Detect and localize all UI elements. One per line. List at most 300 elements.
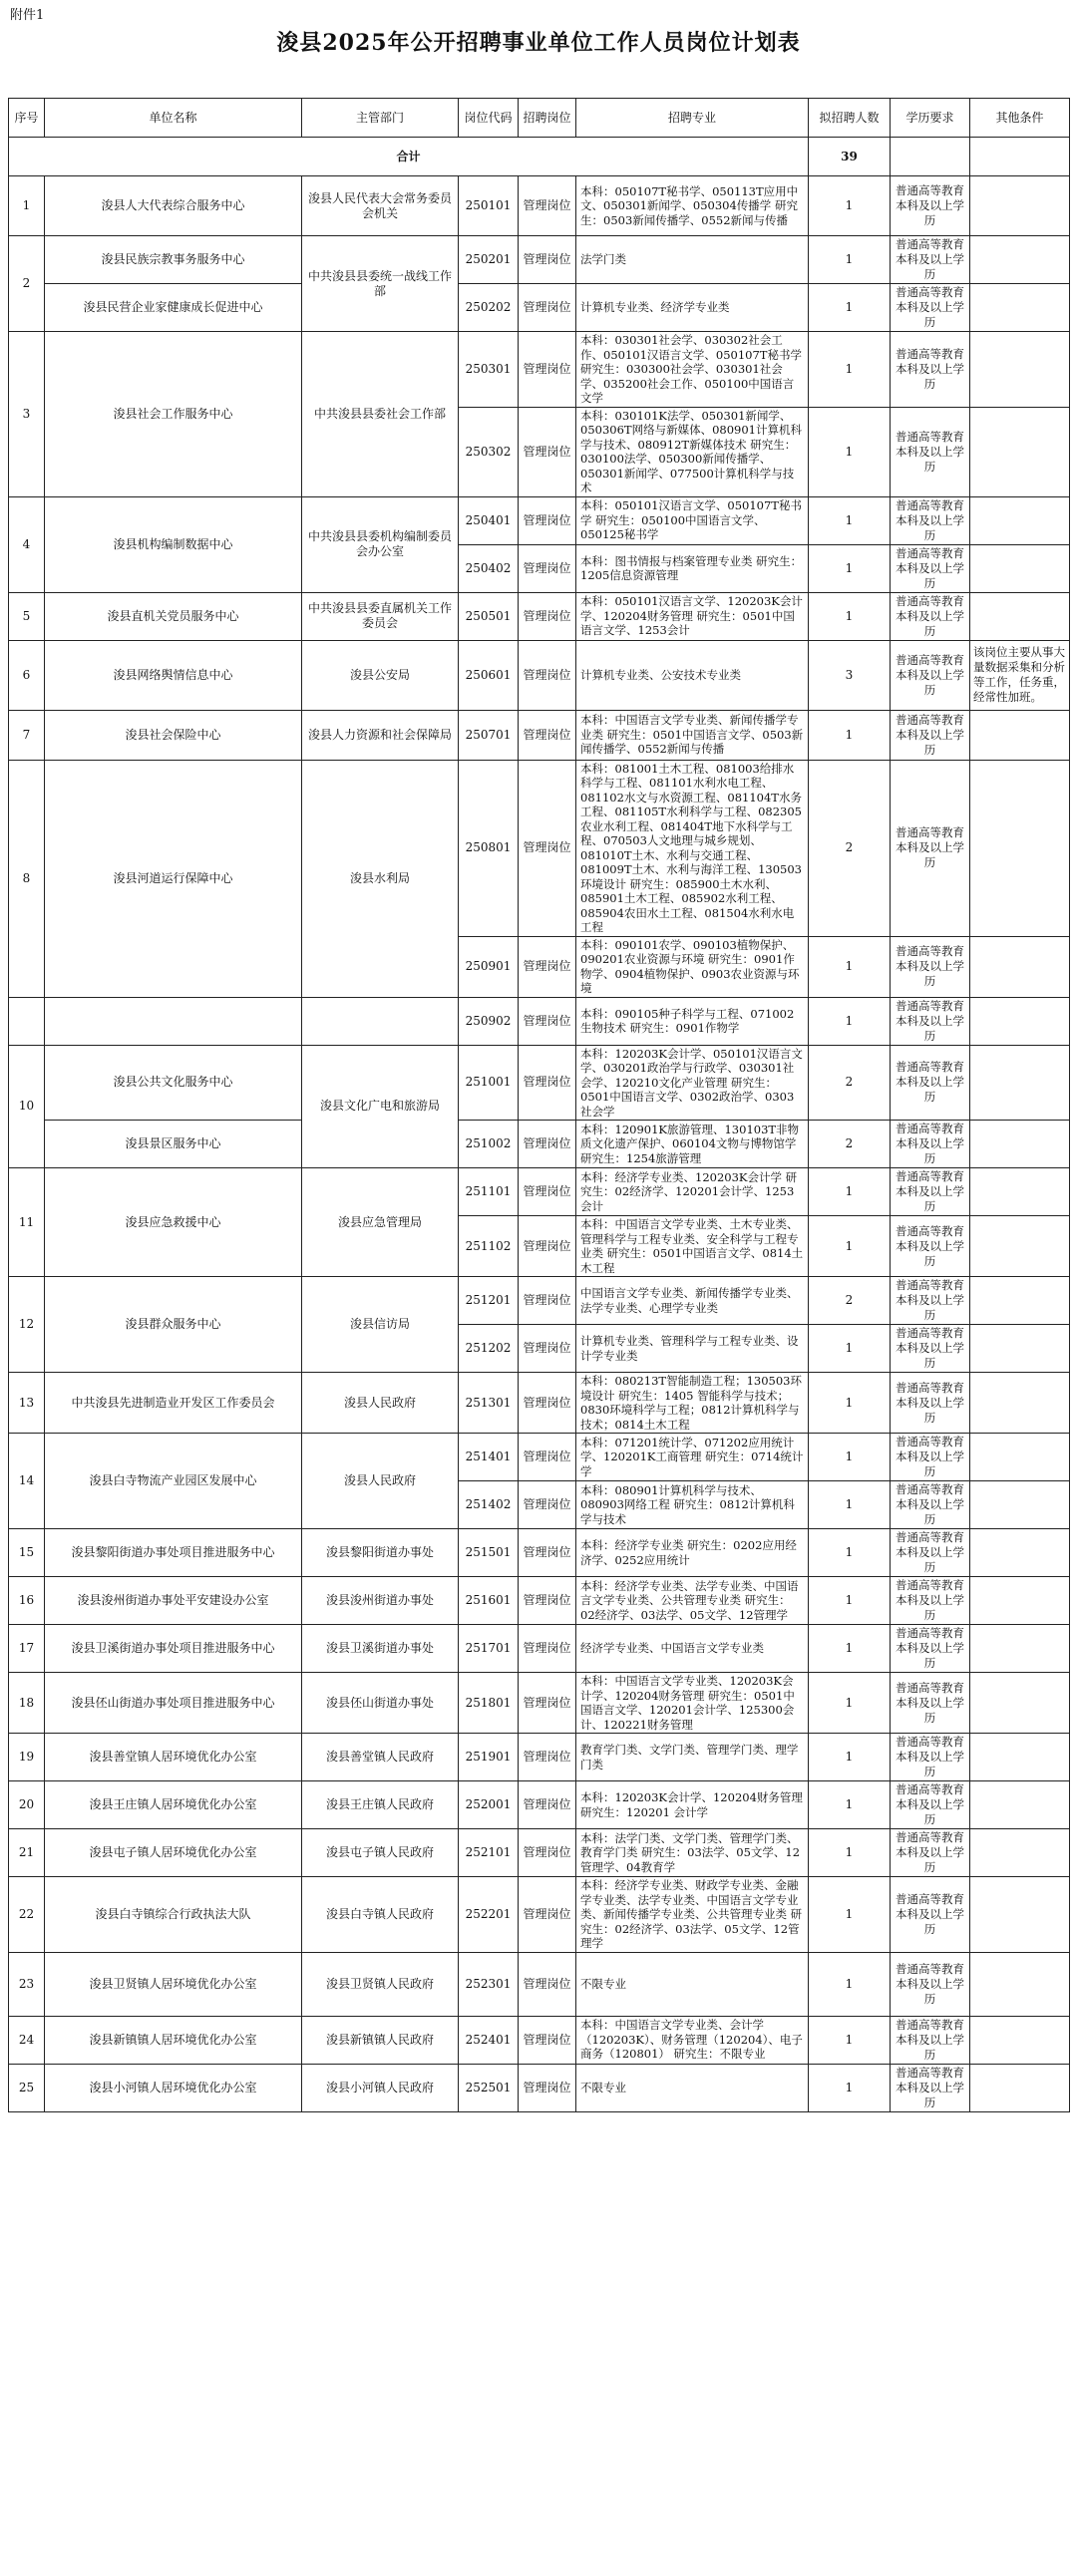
major-cell: 教育学门类、文学门类、管理学门类、理学门类 (576, 1734, 809, 1781)
code-cell: 252401 (459, 2016, 519, 2064)
other-cell (970, 997, 1070, 1045)
table-row (9, 1734, 1070, 1781)
edu-cell: 普通高等教育本科及以上学历 (891, 1373, 970, 1434)
other-cell (970, 496, 1070, 544)
count-cell: 1 (809, 236, 891, 284)
edu-cell: 普通高等教育本科及以上学历 (891, 1121, 970, 1168)
unit-cell: 浚县民族宗教事务服务中心 (45, 236, 302, 284)
code-cell: 252301 (459, 1952, 519, 2016)
count-cell: 1 (809, 710, 891, 760)
code-cell: 251002 (459, 1121, 519, 1168)
post-cell: 管理岗位 (519, 1434, 576, 1481)
post-cell: 管理岗位 (519, 760, 576, 936)
other-cell (970, 236, 1070, 284)
post-cell: 管理岗位 (519, 1577, 576, 1625)
header-other: 其他条件 (970, 99, 1070, 138)
count-cell: 1 (809, 1168, 891, 1216)
post-cell: 管理岗位 (519, 997, 576, 1045)
code-cell: 250301 (459, 332, 519, 408)
code-cell: 250501 (459, 592, 519, 640)
other-cell (970, 1277, 1070, 1325)
edu-cell: 普通高等教育本科及以上学历 (891, 1434, 970, 1481)
unit-cell: 浚县公共文化服务中心 (45, 1045, 302, 1121)
edu-cell: 普通高等教育本科及以上学历 (891, 936, 970, 997)
dept-cell: 浚县卫贤镇人民政府 (302, 1952, 459, 2016)
code-cell: 250401 (459, 496, 519, 544)
seq-cell: 23 (9, 1952, 45, 2016)
recruitment-table (8, 98, 1070, 2112)
count-cell: 3 (809, 640, 891, 710)
unit-cell: 浚县应急救援中心 (45, 1168, 302, 1277)
total-count: 39 (809, 138, 891, 176)
major-cell: 本科：经济学专业类、120203K会计学 研究生：02经济学、120201会计学、1253会计 (576, 1168, 809, 1216)
post-cell: 管理岗位 (519, 1121, 576, 1168)
total-blank (891, 138, 970, 176)
count-cell: 1 (809, 176, 891, 236)
major-cell: 本科：030301社会学、030302社会工作、050101汉语言文学、050107T秘书学 研究生：030300社会学、030301社会学、035200社会工作、050100中国语言文学 (576, 332, 809, 408)
code-cell: 251101 (459, 1168, 519, 1216)
count-cell: 1 (809, 1829, 891, 1877)
major-cell: 计算机专业类、经济学专业类 (576, 284, 809, 332)
edu-cell: 普通高等教育本科及以上学历 (891, 1952, 970, 2016)
count-cell: 1 (809, 1577, 891, 1625)
unit-cell: 浚县卫贤镇人居环境优化办公室 (45, 1952, 302, 2016)
unit-cell: 浚县人大代表综合服务中心 (45, 176, 302, 236)
post-cell: 管理岗位 (519, 1877, 576, 1953)
other-cell (970, 1373, 1070, 1434)
count-cell: 1 (809, 1877, 891, 1953)
unit-cell: 中共浚县先进制造业开发区工作委员会 (45, 1373, 302, 1434)
major-cell: 本科：经济学专业类、法学专业类、中国语言文学专业类、公共管理专业类 研究生：02经济学、03法学、05文学、12管理学 (576, 1577, 809, 1625)
table-row (9, 1952, 1070, 2016)
dept-cell: 浚县王庄镇人民政府 (302, 1781, 459, 1829)
major-cell: 本科：中国语言文学专业类、新闻传播学专业类 研究生：0501中国语言文学、0503新闻传播学、0552新闻与传播 (576, 710, 809, 760)
other-cell (970, 2064, 1070, 2111)
unit-cell: 浚县社会工作服务中心 (45, 332, 302, 497)
post-cell: 管理岗位 (519, 332, 576, 408)
code-cell: 251301 (459, 1373, 519, 1434)
code-cell: 250601 (459, 640, 519, 710)
unit-cell: 浚县屯子镇人居环境优化办公室 (45, 1829, 302, 1877)
edu-cell: 普通高等教育本科及以上学历 (891, 1481, 970, 1529)
unit-cell: 浚县浚州街道办事处平安建设办公室 (45, 1577, 302, 1625)
code-cell: 251001 (459, 1045, 519, 1121)
count-cell: 1 (809, 544, 891, 592)
code-cell: 251402 (459, 1481, 519, 1529)
code-cell: 250101 (459, 176, 519, 236)
header-unit: 单位名称 (45, 99, 302, 138)
major-cell: 本科：图书情报与档案管理专业类 研究生：1205信息资源管理 (576, 544, 809, 592)
table-row (9, 592, 1070, 640)
table-row (9, 1277, 1070, 1325)
count-cell: 1 (809, 997, 891, 1045)
seq-cell: 21 (9, 1829, 45, 1877)
post-cell: 管理岗位 (519, 176, 576, 236)
code-cell: 251601 (459, 1577, 519, 1625)
count-cell: 1 (809, 1434, 891, 1481)
table-row (9, 2016, 1070, 2064)
unit-cell: 浚县直机关党员服务中心 (45, 592, 302, 640)
other-cell (970, 544, 1070, 592)
edu-cell: 普通高等教育本科及以上学历 (891, 1781, 970, 1829)
post-cell: 管理岗位 (519, 284, 576, 332)
other-cell (970, 1829, 1070, 1877)
code-cell: 251401 (459, 1434, 519, 1481)
dept-cell: 浚县白寺镇人民政府 (302, 1877, 459, 1953)
count-cell: 1 (809, 2016, 891, 2064)
unit-cell (45, 997, 302, 1045)
dept-cell: 浚县文化广电和旅游局 (302, 1045, 459, 1168)
count-cell: 1 (809, 936, 891, 997)
count-cell: 1 (809, 496, 891, 544)
count-cell: 1 (809, 1673, 891, 1734)
other-cell (970, 592, 1070, 640)
table-row (9, 236, 1070, 284)
code-cell: 251201 (459, 1277, 519, 1325)
post-cell: 管理岗位 (519, 2064, 576, 2111)
seq-cell: 12 (9, 1277, 45, 1373)
post-cell: 管理岗位 (519, 1529, 576, 1577)
table-row (9, 332, 1070, 408)
seq-cell: 7 (9, 710, 45, 760)
major-cell: 本科：中国语言文学专业类、土木专业类、管理科学与工程专业类、安全科学与工程专业类 研究生：0501中国语言文学、0814土木工程 (576, 1216, 809, 1277)
page-title: 浚县2025年公开招聘事业单位工作人员岗位计划表 (276, 30, 801, 56)
table-row (9, 1673, 1070, 1734)
count-cell: 1 (809, 1952, 891, 2016)
other-cell (970, 1121, 1070, 1168)
dept-cell: 浚县公安局 (302, 640, 459, 710)
code-cell: 251102 (459, 1216, 519, 1277)
other-cell (970, 176, 1070, 236)
other-cell (970, 1045, 1070, 1121)
header-dept: 主管部门 (302, 99, 459, 138)
post-cell: 管理岗位 (519, 1277, 576, 1325)
seq-cell: 19 (9, 1734, 45, 1781)
post-cell: 管理岗位 (519, 1168, 576, 1216)
code-cell: 250701 (459, 710, 519, 760)
dept-cell: 浚县人民政府 (302, 1373, 459, 1434)
count-cell: 2 (809, 1121, 891, 1168)
dept-cell: 浚县伾山街道办事处 (302, 1673, 459, 1734)
dept-cell: 浚县人民政府 (302, 1434, 459, 1529)
unit-cell: 浚县网络舆情信息中心 (45, 640, 302, 710)
count-cell: 1 (809, 1625, 891, 1673)
header-major: 招聘专业 (576, 99, 809, 138)
major-cell: 法学门类 (576, 236, 809, 284)
count-cell: 1 (809, 1216, 891, 1277)
edu-cell: 普通高等教育本科及以上学历 (891, 1625, 970, 1673)
edu-cell: 普通高等教育本科及以上学历 (891, 1529, 970, 1577)
major-cell: 本科：经济学专业类、财政学专业类、金融学专业类、法学专业类、中国语言文学专业类、新闻传播学专业类、公共管理专业类 研究生：02经济学、03法学、05文学、12管理学 (576, 1877, 809, 1953)
post-cell: 管理岗位 (519, 1216, 576, 1277)
count-cell: 1 (809, 332, 891, 408)
count-cell: 2 (809, 1045, 891, 1121)
count-cell: 1 (809, 407, 891, 496)
major-cell: 本科：中国语言文学专业类、会计学（120203K）、财务管理（120204）、电子商务（120801） 研究生：不限专业 (576, 2016, 809, 2064)
header-code: 岗位代码 (459, 99, 519, 138)
table-row (9, 1829, 1070, 1877)
edu-cell: 普通高等教育本科及以上学历 (891, 760, 970, 936)
unit-cell: 浚县民营企业家健康成长促进中心 (45, 284, 302, 332)
post-cell: 管理岗位 (519, 1625, 576, 1673)
edu-cell: 普通高等教育本科及以上学历 (891, 1168, 970, 1216)
other-cell (970, 1168, 1070, 1216)
major-cell: 本科：120901K旅游管理、130103T非物质文化遗产保护、060104文物与博物馆学 研究生：1254旅游管理 (576, 1121, 809, 1168)
post-cell: 管理岗位 (519, 1734, 576, 1781)
code-cell: 252001 (459, 1781, 519, 1829)
table-row (9, 1373, 1070, 1434)
major-cell: 本科：050101汉语言文学、120203K会计学、120204财务管理 研究生：0501中国语言文学、1253会计 (576, 592, 809, 640)
table-row (9, 1434, 1070, 1481)
edu-cell: 普通高等教育本科及以上学历 (891, 1277, 970, 1325)
seq-cell: 5 (9, 592, 45, 640)
count-cell: 1 (809, 2064, 891, 2111)
code-cell: 250801 (459, 760, 519, 936)
count-cell: 1 (809, 1734, 891, 1781)
edu-cell: 普通高等教育本科及以上学历 (891, 2016, 970, 2064)
post-cell: 管理岗位 (519, 1673, 576, 1734)
table-row (9, 997, 1070, 1045)
unit-cell: 浚县小河镇人居环境优化办公室 (45, 2064, 302, 2111)
dept-cell: 浚县小河镇人民政府 (302, 2064, 459, 2111)
seq-cell: 8 (9, 760, 45, 997)
table-row (9, 1045, 1070, 1121)
dept-cell: 浚县应急管理局 (302, 1168, 459, 1277)
code-cell: 252501 (459, 2064, 519, 2111)
dept-cell: 中共浚县县委统一战线工作部 (302, 236, 459, 332)
seq-cell: 16 (9, 1577, 45, 1625)
header-post: 招聘岗位 (519, 99, 576, 138)
unit-cell: 浚县群众服务中心 (45, 1277, 302, 1373)
seq-cell: 3 (9, 332, 45, 497)
code-cell: 251801 (459, 1673, 519, 1734)
other-cell (970, 1325, 1070, 1373)
header-seq: 序号 (9, 99, 45, 138)
major-cell: 本科：050101汉语言文学、050107T秘书学 研究生：050100中国语言文学、050125秘书学 (576, 496, 809, 544)
count-cell: 1 (809, 1325, 891, 1373)
edu-cell: 普通高等教育本科及以上学历 (891, 544, 970, 592)
seq-cell: 4 (9, 496, 45, 592)
code-cell: 251701 (459, 1625, 519, 1673)
dept-cell: 浚县黎阳街道办事处 (302, 1529, 459, 1577)
edu-cell: 普通高等教育本科及以上学历 (891, 496, 970, 544)
seq-cell: 2 (9, 236, 45, 332)
major-cell: 计算机专业类、管理科学与工程专业类、设计学专业类 (576, 1325, 809, 1373)
other-cell (970, 1625, 1070, 1673)
major-cell: 本科：120203K会计学、050101汉语言文学、030201政治学与行政学、030301社会学、120210文化产业管理 研究生：0501中国语言文学、0302政治学、0303社会学 (576, 1045, 809, 1121)
edu-cell: 普通高等教育本科及以上学历 (891, 1673, 970, 1734)
count-cell: 1 (809, 284, 891, 332)
post-cell: 管理岗位 (519, 407, 576, 496)
table-row (9, 1625, 1070, 1673)
code-cell: 252101 (459, 1829, 519, 1877)
post-cell: 管理岗位 (519, 1781, 576, 1829)
major-cell: 本科：080213T智能制造工程；130503环境设计 研究生：1405 智能科学与技术；0830环境科学与工程；0812计算机科学与技术；0814土木工程 (576, 1373, 809, 1434)
seq-cell: 14 (9, 1434, 45, 1529)
seq-cell (9, 997, 45, 1045)
other-cell (970, 2016, 1070, 2064)
table-row (9, 760, 1070, 936)
other-cell (970, 284, 1070, 332)
table-row (9, 1121, 1070, 1168)
table-row (9, 1577, 1070, 1625)
dept-cell: 浚县人民代表大会常务委员会机关 (302, 176, 459, 236)
seq-cell: 18 (9, 1673, 45, 1734)
count-cell: 2 (809, 760, 891, 936)
count-cell: 1 (809, 1481, 891, 1529)
dept-cell: 浚县水利局 (302, 760, 459, 997)
unit-cell: 浚县白寺物流产业园区发展中心 (45, 1434, 302, 1529)
edu-cell: 普通高等教育本科及以上学历 (891, 284, 970, 332)
edu-cell: 普通高等教育本科及以上学历 (891, 710, 970, 760)
other-cell (970, 1877, 1070, 1953)
post-cell: 管理岗位 (519, 236, 576, 284)
dept-cell: 浚县信访局 (302, 1277, 459, 1373)
seq-cell: 1 (9, 176, 45, 236)
post-cell: 管理岗位 (519, 1373, 576, 1434)
total-blank (970, 138, 1070, 176)
major-cell: 本科：090101农学、090103植物保护、090201农业资源与环境 研究生：0901作物学、0904植物保护、0903农业资源与环境 (576, 936, 809, 997)
edu-cell: 普通高等教育本科及以上学历 (891, 1577, 970, 1625)
other-cell (970, 1781, 1070, 1829)
seq-cell: 20 (9, 1781, 45, 1829)
dept-cell (302, 997, 459, 1045)
other-cell (970, 1434, 1070, 1481)
seq-cell: 24 (9, 2016, 45, 2064)
post-cell: 管理岗位 (519, 1045, 576, 1121)
post-cell: 管理岗位 (519, 1952, 576, 2016)
unit-cell: 浚县机构编制数据中心 (45, 496, 302, 592)
edu-cell: 普通高等教育本科及以上学历 (891, 407, 970, 496)
edu-cell: 普通高等教育本科及以上学历 (891, 1829, 970, 1877)
code-cell: 251501 (459, 1529, 519, 1577)
major-cell: 本科：081001土木工程、081003给排水科学与工程、081101水利水电工程、081102水文与水资源工程、081104T水务工程、081105T水利科学与工程、082305农业水利工程、081404T地下水科学与工程、070503人文地理与城乡规划、081010T土木、水利与交通工程、081009T土木、水利与海洋工程、130503环境设计 研究生：085900土木水利、085901土木工程、085902水利工程、085904农田水土工程、081504水利水电工程 (576, 760, 809, 936)
header-edu: 学历要求 (891, 99, 970, 138)
edu-cell: 普通高等教育本科及以上学历 (891, 640, 970, 710)
header-count: 拟招聘人数 (809, 99, 891, 138)
other-cell (970, 1734, 1070, 1781)
table-row (9, 1168, 1070, 1216)
post-cell: 管理岗位 (519, 1325, 576, 1373)
edu-cell: 普通高等教育本科及以上学历 (891, 1734, 970, 1781)
table-row (9, 1877, 1070, 1953)
dept-cell: 浚县卫溪街道办事处 (302, 1625, 459, 1673)
major-cell: 不限专业 (576, 2064, 809, 2111)
other-cell (970, 936, 1070, 997)
major-cell: 计算机专业类、公安技术专业类 (576, 640, 809, 710)
seq-cell: 6 (9, 640, 45, 710)
code-cell: 250902 (459, 997, 519, 1045)
code-cell: 250201 (459, 236, 519, 284)
unit-cell: 浚县景区服务中心 (45, 1121, 302, 1168)
other-cell (970, 1577, 1070, 1625)
table-row (9, 496, 1070, 544)
seq-cell: 15 (9, 1529, 45, 1577)
other-cell (970, 1216, 1070, 1277)
code-cell: 251202 (459, 1325, 519, 1373)
major-cell: 本科：071201统计学、071202应用统计学、120201K工商管理 研究生：0714统计学 (576, 1434, 809, 1481)
table-row (9, 176, 1070, 236)
major-cell: 本科：法学门类、文学门类、管理学门类、教育学门类 研究生：03法学、05文学、12管理学、04教育学 (576, 1829, 809, 1877)
post-cell: 管理岗位 (519, 936, 576, 997)
other-cell (970, 760, 1070, 936)
other-cell (970, 407, 1070, 496)
post-cell: 管理岗位 (519, 1829, 576, 1877)
post-cell: 管理岗位 (519, 710, 576, 760)
unit-cell: 浚县黎阳街道办事处项目推进服务中心 (45, 1529, 302, 1577)
count-cell: 1 (809, 592, 891, 640)
code-cell: 252201 (459, 1877, 519, 1953)
major-cell: 中国语言文学专业类、新闻传播学专业类、法学专业类、心理学专业类 (576, 1277, 809, 1325)
dept-cell: 浚县善堂镇人民政府 (302, 1734, 459, 1781)
major-cell: 本科：030101K法学、050301新闻学、050306T网络与新媒体、080901计算机科学与技术、080912T新媒体技术 研究生：030100法学、050300新闻传播学、050301新闻学、077500计算机科学与技术 (576, 407, 809, 496)
edu-cell: 普通高等教育本科及以上学历 (891, 2064, 970, 2111)
total-label: 合计 (9, 138, 809, 176)
code-cell: 250302 (459, 407, 519, 496)
count-cell: 2 (809, 1277, 891, 1325)
dept-cell: 浚县屯子镇人民政府 (302, 1829, 459, 1877)
edu-cell: 普通高等教育本科及以上学历 (891, 176, 970, 236)
seq-cell: 10 (9, 1045, 45, 1168)
dept-cell: 浚县新镇镇人民政府 (302, 2016, 459, 2064)
code-cell: 250202 (459, 284, 519, 332)
post-cell: 管理岗位 (519, 1481, 576, 1529)
major-cell: 本科：120203K会计学、120204财务管理 研究生：120201 会计学 (576, 1781, 809, 1829)
major-cell: 不限专业 (576, 1952, 809, 2016)
edu-cell: 普通高等教育本科及以上学历 (891, 236, 970, 284)
table-row (9, 640, 1070, 710)
dept-cell: 中共浚县县委直属机关工作委员会 (302, 592, 459, 640)
other-cell (970, 1952, 1070, 2016)
major-cell: 本科：中国语言文学专业类、120203K会计学、120204财务管理 研究生：0501中国语言文学、120201会计学、125300会计、120221财务管理 (576, 1673, 809, 1734)
code-cell: 251901 (459, 1734, 519, 1781)
post-cell: 管理岗位 (519, 544, 576, 592)
post-cell: 管理岗位 (519, 592, 576, 640)
major-cell: 本科：050107T秘书学、050113T应用中文、050301新闻学、050304传播学 研究生：0503新闻传播学、0552新闻与传播 (576, 176, 809, 236)
seq-cell: 25 (9, 2064, 45, 2111)
edu-cell: 普通高等教育本科及以上学历 (891, 1216, 970, 1277)
table-row (9, 710, 1070, 760)
seq-cell: 11 (9, 1168, 45, 1277)
post-cell: 管理岗位 (519, 640, 576, 710)
table-row (9, 1781, 1070, 1829)
unit-cell: 浚县河道运行保障中心 (45, 760, 302, 997)
other-cell (970, 710, 1070, 760)
other-cell (970, 332, 1070, 408)
dept-cell: 浚县人力资源和社会保障局 (302, 710, 459, 760)
attachment-label: 附件1 (10, 8, 45, 23)
table-row (9, 284, 1070, 332)
unit-cell: 浚县新镇镇人居环境优化办公室 (45, 2016, 302, 2064)
unit-cell: 浚县伾山街道办事处项目推进服务中心 (45, 1673, 302, 1734)
edu-cell: 普通高等教育本科及以上学历 (891, 1877, 970, 1953)
dept-cell: 中共浚县县委机构编制委员会办公室 (302, 496, 459, 592)
edu-cell: 普通高等教育本科及以上学历 (891, 1325, 970, 1373)
other-cell: 该岗位主要从事大量数据采集和分析等工作，任务重，经常性加班。 (970, 640, 1070, 710)
dept-cell: 中共浚县县委社会工作部 (302, 332, 459, 497)
code-cell: 250402 (459, 544, 519, 592)
post-cell: 管理岗位 (519, 496, 576, 544)
seq-cell: 13 (9, 1373, 45, 1434)
unit-cell: 浚县卫溪街道办事处项目推进服务中心 (45, 1625, 302, 1673)
unit-cell: 浚县白寺镇综合行政执法大队 (45, 1877, 302, 1953)
total-row (9, 138, 1070, 176)
code-cell: 250901 (459, 936, 519, 997)
count-cell: 1 (809, 1373, 891, 1434)
unit-cell: 浚县社会保险中心 (45, 710, 302, 760)
major-cell: 经济学专业类、中国语言文学专业类 (576, 1625, 809, 1673)
header-row (9, 99, 1070, 138)
